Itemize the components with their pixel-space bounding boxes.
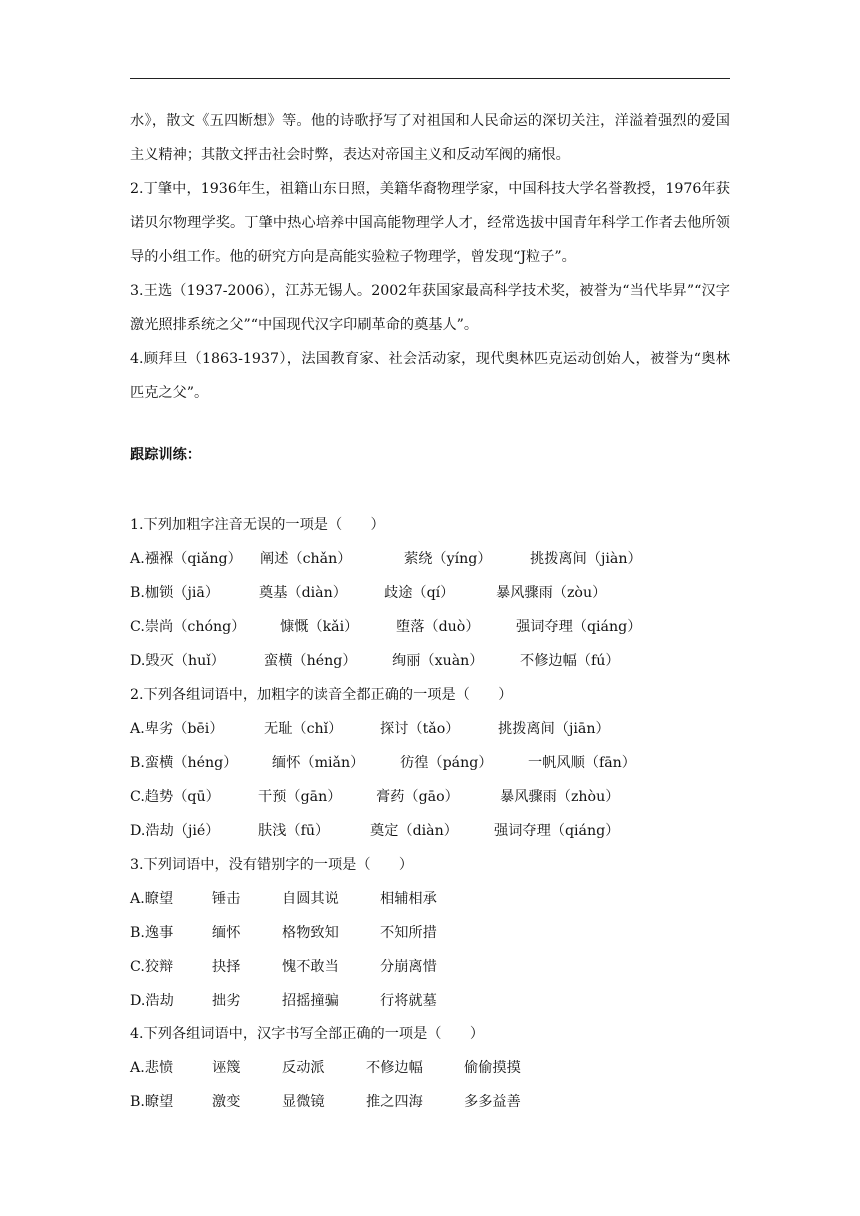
option-item: 不修边幅 [366,1059,423,1076]
option-item: 暴风骤雨（zòu） [496,584,607,601]
option-b [130,1086,730,1120]
question-4 [130,1018,730,1120]
option-a [130,1052,730,1086]
option-item: 相辅相承 [380,890,437,907]
option-c [130,781,730,815]
option-item: 行将就墓 [380,992,437,1009]
option-item: 推之四海 [366,1093,423,1110]
option-item: 阐述（chǎn） [260,550,352,567]
option-item: D.浩劫 [130,992,174,1009]
option-b [130,747,730,781]
option-item: C.狡辩 [130,958,174,975]
option-item: B.蛮横（héng） [130,754,238,771]
option-item: 分崩离惜 [380,958,437,975]
option-a [130,713,730,747]
option-item: 缅怀（miǎn） [272,754,365,771]
question-1 [130,509,730,678]
option-c [130,611,730,645]
option-item: 奠定（diàn） [370,822,458,839]
option-item: 彷徨（páng） [400,754,493,771]
option-item: 格物致知 [282,924,339,941]
option-d [130,645,730,679]
option-item: D.毁灭（huǐ） [130,652,225,669]
option-d [130,985,730,1019]
option-d [130,815,730,849]
option-item: 肤浅（fū） [258,822,330,839]
option-item: B.瞭望 [130,1093,174,1110]
option-item: 锤击 [212,890,241,907]
option-item: A.襁褓（qiǎng） [130,550,242,567]
intro-paragraph-1: 水》，散文《五四断想》等。他的诗歌抒写了对祖国和人民命运的深切关注，洋溢着强烈的爱国主义精神；其散文抨击社会时弊，表达对帝国主义和反动军阀的痛恨。 [130,113,730,163]
option-item: 干预（gān） [258,788,342,805]
option-b [130,577,730,611]
option-item: 不知所措 [380,924,437,941]
option-a [130,543,730,577]
option-a [130,883,730,917]
option-item: 膏药（gāo） [376,788,459,805]
option-item: 堕落（duò） [396,618,480,635]
option-item: 挑拨离间（jiàn） [530,550,642,567]
question-stem: 1.下列加粗字注音无误的一项是（ ） [130,517,385,533]
option-item: A.瞭望 [130,890,174,907]
option-item: 绚丽（xuàn） [392,652,484,669]
option-item: 偷偷摸摸 [464,1059,521,1076]
header-rule [130,78,730,79]
intro-section [130,104,730,410]
option-item: 萦绕（yíng） [404,550,492,567]
option-c [130,951,730,985]
option-item: 诬篾 [212,1059,241,1076]
option-item: 多多益善 [464,1093,521,1110]
intro-paragraph-3: 3.王选（1937-2006），江苏无锡人。2002年获国家最高科学技术奖，被誉为“当代毕昇”“汉字激光照排系统之父”“中国现代汉字印刷革命的奠基人”。 [130,283,730,333]
question-3 [130,849,730,1018]
option-item: 缅怀 [212,924,241,941]
option-item: 自圆其说 [282,890,339,907]
option-item: C.崇尚（chóng） [130,618,246,635]
option-item: 显微镜 [282,1093,325,1110]
question-stem: 4.下列各组词语中，汉字书写全部正确的一项是（ ） [130,1026,485,1042]
intro-paragraph-2: 2.丁肇中，1936年生，祖籍山东日照，美籍华裔物理学家，中国科技大学名誉教授，1976年获诺贝尔物理学奖。丁肇中热心培养中国高能物理学人才，经常选拔中国青年科学工作者去他所领导的小组工作。他的研究方向是高能实验粒子物理学，曾发现“J粒子”。 [130,181,730,265]
option-item: 一帆风顺（fān） [528,754,636,771]
option-item: B.逸事 [130,924,174,941]
option-item: 强词夺理（qiáng） [516,618,642,635]
section-heading: 跟踪训练： [130,447,201,463]
option-item: 蛮横（héng） [264,652,357,669]
option-item: 激变 [212,1093,241,1110]
option-item: C.趋势（qū） [130,788,220,805]
option-item: D.浩劫（jié） [130,822,220,839]
question-stem: 2.下列各组词语中，加粗字的读音全都正确的一项是（ ） [130,687,513,703]
question-2 [130,679,730,848]
option-item: 暴风骤雨（zhòu） [500,788,620,805]
option-item: A.卑劣（bēi） [130,720,224,737]
option-item: A.悲愤 [130,1059,174,1076]
option-item: 无耻（chǐ） [264,720,343,737]
option-item: 挑拨离间（jiān） [498,720,610,737]
option-item: 探讨（tǎo） [380,720,460,737]
option-item: 拙劣 [212,992,241,1009]
option-item: 招摇撞骗 [282,992,339,1009]
option-item: 慷慨（kǎi） [280,618,359,635]
option-item: 抉择 [212,958,241,975]
option-item: 歧途（qí） [384,584,455,601]
option-item: 不修边幅（fú） [520,652,620,669]
intro-paragraph-4: 4.顾拜旦（1863-1937），法国教育家、社会活动家，现代奥林匹克运动创始人，被誉为“奥林匹克之父”。 [130,351,730,401]
option-item: B.枷锁（jiā） [130,584,220,601]
option-b [130,917,730,951]
option-item: 反动派 [282,1059,325,1076]
option-item: 奠基（diàn） [259,584,347,601]
option-item: 愧不敢当 [282,958,339,975]
option-item: 强词夺理（qiáng） [494,822,620,839]
question-stem: 3.下列词语中，没有错别字的一项是（ ） [130,857,414,873]
